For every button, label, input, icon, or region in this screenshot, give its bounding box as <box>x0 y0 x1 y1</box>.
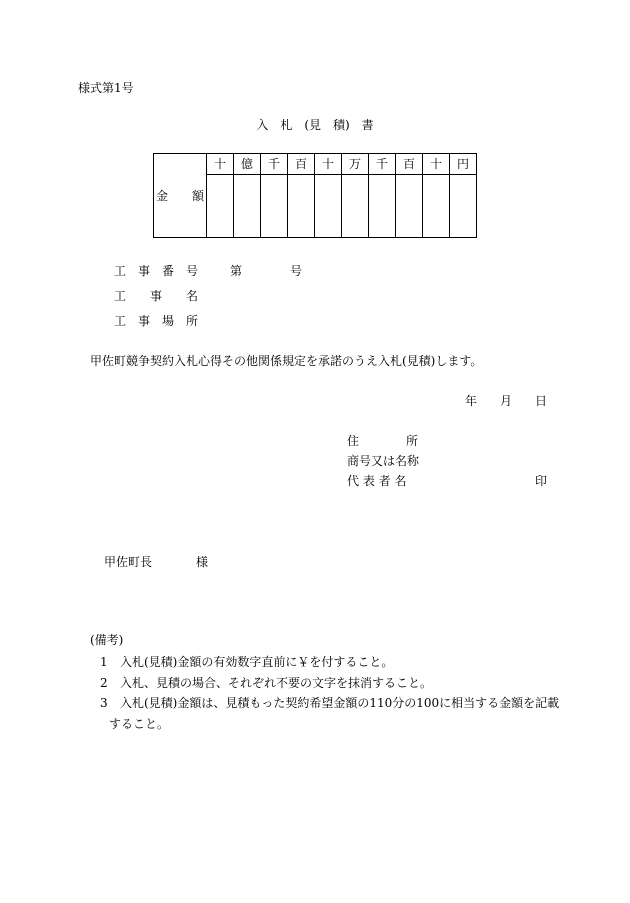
address-label-left: 住 <box>347 434 360 448</box>
note-text: 入札(見積)金額の有効数字直前に￥を付すること。 <box>120 655 394 669</box>
digit-header: 円 <box>450 154 477 175</box>
note-number: 2 <box>100 676 108 690</box>
digit-entry-cell[interactable] <box>423 175 450 238</box>
note-item <box>100 677 432 689</box>
note-text: 入札、見積の場合、それぞれ不要の文字を抹消すること。 <box>120 676 433 690</box>
note-item <box>100 656 393 668</box>
representative-label: 代 表 者 名 <box>347 474 407 488</box>
digit-entry-cell[interactable] <box>207 175 234 238</box>
construction-number-prefix: 第 <box>230 264 243 278</box>
note-number: 3 <box>100 696 108 710</box>
date-month-label: 月 <box>500 394 513 408</box>
note-number: 1 <box>100 655 108 669</box>
digit-entry-cell[interactable] <box>396 175 423 238</box>
digit-header: 十 <box>423 154 450 175</box>
document-title: 入 札 (見 積) 書 <box>256 118 374 132</box>
digit-header: 百 <box>288 154 315 175</box>
digit-header: 千 <box>369 154 396 175</box>
seal-mark: 印 <box>535 474 548 488</box>
consent-statement: 甲佐町競争契約入札心得その他関係規定を承諾のうえ入札(見積)します。 <box>90 354 483 368</box>
digit-entry-cell[interactable] <box>369 175 396 238</box>
digit-header: 十 <box>207 154 234 175</box>
digit-entry-cell[interactable] <box>234 175 261 238</box>
form-number: 様式第1号 <box>78 81 134 95</box>
addressee-honorific: 様 <box>196 555 209 569</box>
digit-entry-cell[interactable] <box>261 175 288 238</box>
note-item <box>100 697 559 709</box>
digit-header: 千 <box>261 154 288 175</box>
construction-number-label: 工 事 番 号 <box>114 264 199 278</box>
company-name-label: 商号又は名称 <box>347 454 420 468</box>
addressee-name: 甲佐町長 <box>104 555 153 569</box>
digit-entry-cell[interactable] <box>288 175 315 238</box>
digit-header: 十 <box>315 154 342 175</box>
digit-entry-cell[interactable] <box>342 175 369 238</box>
digit-entry-cell[interactable] <box>450 175 477 238</box>
date-day-label: 日 <box>535 394 548 408</box>
digit-header: 万 <box>342 154 369 175</box>
address-label-right: 所 <box>406 434 419 448</box>
date-year-label: 年 <box>465 394 478 408</box>
amount-table <box>153 153 477 238</box>
construction-name-label: 工 事 名 <box>114 289 199 303</box>
note-text: 入札(見積)金額は、見積もった契約希望金額の110分の100に相当する金額を記載 <box>120 696 560 710</box>
digit-header: 億 <box>234 154 261 175</box>
construction-site-label: 工 事 場 所 <box>114 314 199 328</box>
amount-label: 金 額 <box>154 154 207 238</box>
digit-entry-cell[interactable] <box>315 175 342 238</box>
construction-number-suffix: 号 <box>290 264 303 278</box>
note-continuation: すること。 <box>109 717 170 731</box>
digit-header: 百 <box>396 154 423 175</box>
notes-heading: (備考) <box>90 633 124 647</box>
